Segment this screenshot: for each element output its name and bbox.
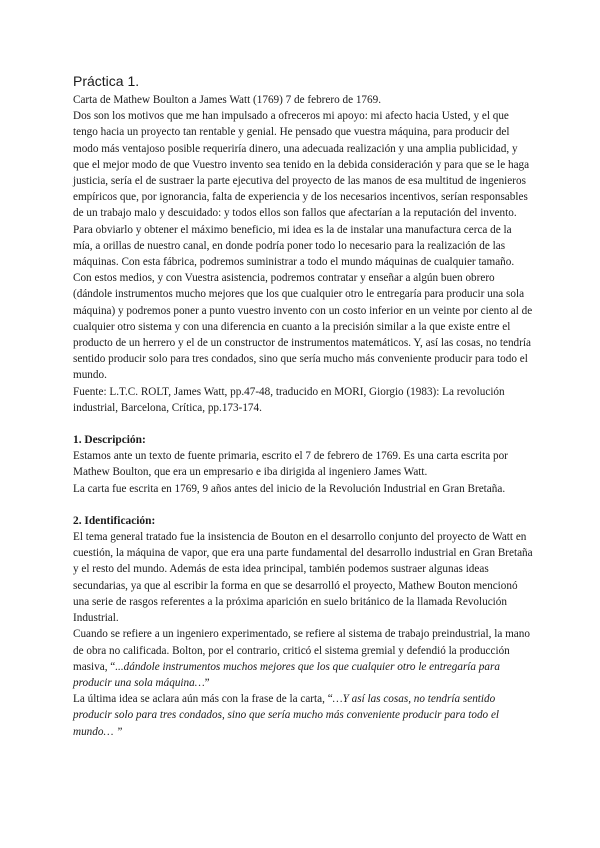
spacer: [73, 416, 533, 432]
quote-text: …Y así las cosas, no tendría sentido producir solo para tres condados, sino que sería mucho más conveniente producir para todo el mundo…: [73, 693, 500, 738]
identificacion-paragraph-3: [73, 691, 533, 740]
spacer: [73, 497, 533, 513]
letter-body: Dos son los motivos que me han impulsado a ofreceros mi apoyo: mi afecto hacia Usted, y el que tengo hacia un proyecto tan rentable y genial. He pensado que vuestra máquina, para producir del modo más ventajoso posible requeriría dinero, una adecuada realización y una amplia publicidad, y que el mejor modo de que Vuestro invento sea tenido en la debida consideración y para que se le haga justicia, sería el de sustraer la parte ejecutiva del proyecto de las manos de esa multitud de ingenieros empíricos que, por ignorancia, falta de experiencia y de los necesarios incentivos, serían responsables de un trabajo malo y descuidado: y todos ellos son fallos que afectarían a la reputación del invento. Para obviarlo y obtener el máximo beneficio, mi idea es la de instalar una manufactura cerca de la mía, a orillas de nuestro canal, en donde podría poner todo lo necesario para la realización de las máquinas. Con esta fábrica, podremos suministrar a todo el mundo máquinas de cualquier tamaño. Con estos medios, y con Vuestra asistencia, podremos contratar y enseñar a algún buen obrero (dándole instrumentos mucho mejores que los que cualquier otro le entregaría para producir una sola máquina) y podremos poner a punto vuestro invento con un costo inferior en un veinte por ciento al de cualquier otro sistema y con una diferencia en cuanto a la precisión similar a la que existe entre el producto de un herrero y el de un constructor de instrumentos matemáticos. Y, así las cosas, no tendría sentido producir solo para tres condados, sino que sería mucho más conveniente producir para todo el mundo.: [73, 110, 533, 382]
paragraph-text: Cuando se refiere a un ingeniero experimentado, se refiere al sistema de trabajo preindustrial, la mano de obra no calificada. Bolton, por el contrario, criticó el sistema gremial y defendió la producción masiva, “: [73, 628, 530, 673]
quote-close: ”: [204, 676, 210, 689]
document-title: Práctica 1.: [73, 73, 140, 89]
source-citation: Fuente: L.T.C. ROLT, James Watt, pp.47-48, traducido en MORI, Giorgio (1983): La revolución industrial, Barcelona, Crítica, pp.173-174.: [73, 385, 505, 414]
section-heading-identificacion: 2. Identificación:: [73, 514, 156, 527]
identificacion-paragraph-2: [73, 626, 533, 691]
identificacion-paragraph-1: El tema general tratado fue la insistencia de Bouton en el desarrollo conjunto del proyecto de Watt en cuestión, la máquina de vapor, que era una parte fundamental del desarrollo industrial en Gran Bretaña y el resto del mundo. Además de esta idea principal, también podemos sustraer algunas ideas secundarias, ya que al escribir la forma en que se desarrolló el proyecto, Mathew Bouton mencionó una serie de rasgos referentes a la próxima aparición en suelo británico de la llamada Revolución Industrial.: [73, 531, 533, 625]
quote-text: ...dándole instrumentos muchos mejores que los que cualquier otro le entregaría para producir una sola máquina…: [73, 660, 500, 689]
section-heading-descripcion: 1. Descripción:: [73, 434, 146, 447]
descripcion-paragraph-1: Estamos ante un texto de fuente primaria, escrito el 7 de febrero de 1769. Es una carta escrita por Mathew Boulton, que era un empresario e iba dirigida al ingeniero James Watt.: [73, 450, 508, 479]
paragraph-text: La última idea se aclara aún más con la frase de la carta, “: [73, 693, 333, 706]
descripcion-paragraph-2: La carta fue escrita en 1769, 9 años antes del inicio de la Revolución Industrial en Gran Bretaña.: [73, 482, 506, 495]
letter-heading: Carta de Mathew Boulton a James Watt (1769) 7 de febrero de 1769.: [73, 94, 382, 106]
quote-close: ”: [113, 725, 123, 738]
document-body: [73, 72, 533, 740]
